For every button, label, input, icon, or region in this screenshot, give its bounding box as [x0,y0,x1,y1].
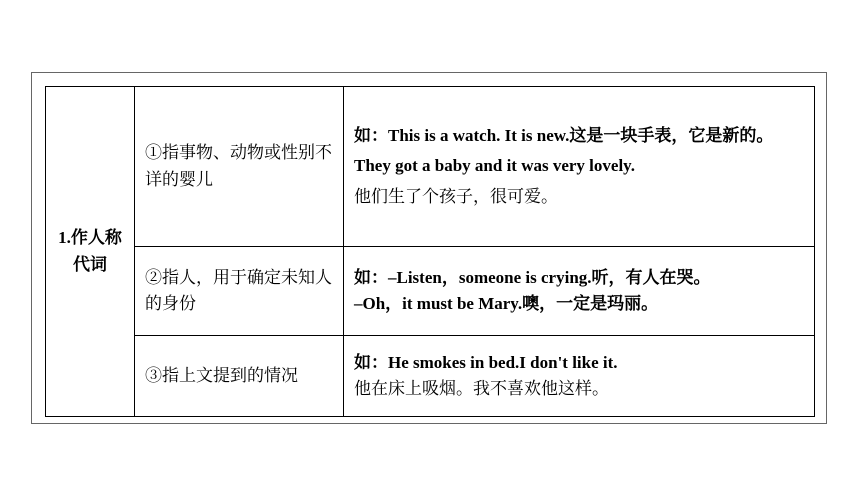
usage-cell [135,336,344,417]
grammar-table [45,86,815,417]
table-row [46,87,815,247]
example-cell [344,247,815,336]
usage-text: ②指人，用于确定未知人的身份 [145,267,332,314]
example-line: –Oh，it must be Mary.噢，一定是玛丽。 [354,294,659,313]
category-label: 1.作人称代词 [58,228,122,274]
category-cell [46,87,135,417]
example-line: 如：He smokes in bed.I don't like it. [354,352,618,372]
table-row [46,336,815,417]
usage-cell [135,247,344,336]
example-cell [344,336,815,417]
usage-text: ③指上文提到的情况 [145,365,298,386]
example-line: They got a baby and it was very lovely. [354,156,635,176]
table-row [46,247,815,336]
example-line: 他在床上吸烟。我不喜欢他这样。 [354,379,609,399]
usage-cell [135,87,344,247]
usage-text: ①指事物、动物或性别不详的婴儿 [145,143,332,190]
example-cell [344,87,815,247]
example-line: 如：–Listen，someone is crying.听，有人在哭。 [354,267,711,287]
example-line: 他们生了个孩子，很可爱。 [354,186,558,207]
example-line: 如：This is a watch. It is new.这是一块手表，它是新的。 [354,125,774,145]
